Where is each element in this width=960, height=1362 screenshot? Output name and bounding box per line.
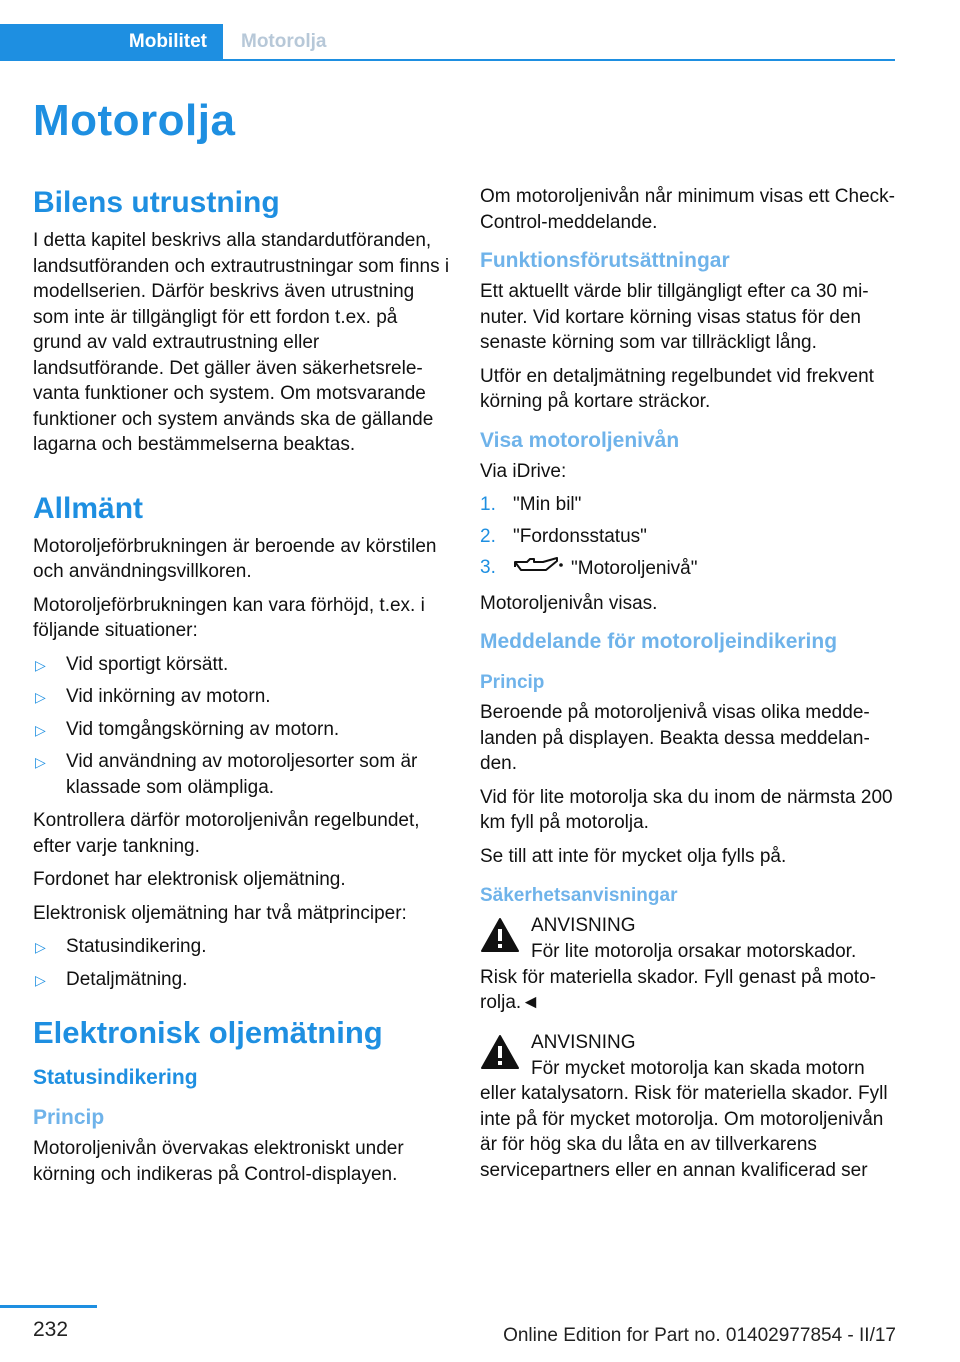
paragraph-message-3: Se till att inte för mycket olja fylls på. [480, 845, 787, 867]
paragraph-requirements-2: Utför en detaljmätning regelbundet vid frekvent körning på kortare sträckor. [480, 365, 874, 412]
tab-mobilitet[interactable]: Mobilitet [0, 24, 223, 60]
triangle-right-icon: ▷ [35, 971, 46, 988]
footer-edition: Online Edition for Part no. 01402977854 - II/17 [503, 1325, 896, 1346]
triangle-right-icon: ▷ [35, 721, 46, 738]
heading-principle: Princip [33, 1106, 105, 1129]
footer-divider [0, 1305, 97, 1308]
triangle-right-icon: ▷ [35, 689, 46, 705]
paragraph-message-1: Beroende på motoroljenivå visas olika meddelanden på displayen. Beakta dessa meddelanden. [480, 702, 870, 774]
steps-list [480, 492, 898, 583]
list-item: ▷ Detaljmätning. [33, 967, 451, 993]
list-item: ▷ Vid användning av motoroljesorter som är klassade som olämpliga. [35, 751, 418, 798]
heading-requirements: Funktionsförutsättningar [480, 249, 730, 272]
header-bar [0, 24, 895, 62]
heading-principle-right: Princip [480, 672, 545, 693]
paragraph-general-2: Motoroljeförbrukningen kan vara förhöjd, t.ex. i följande situationer: [33, 594, 425, 641]
paragraph-via: Via iDrive: [480, 460, 567, 482]
paragraph-vehicle: Fordonet har elektronisk oljemätning. [33, 869, 346, 890]
page-number: 232 [33, 1318, 69, 1341]
paragraph-principle: Motoroljenivån övervakas elektroniskt under körning och indikeras på Control-displayen. [33, 1138, 404, 1185]
heading-equipment: Bilens utrustning [33, 186, 280, 219]
warning-title: ANVISNING [531, 915, 636, 936]
paragraph-general-1: Motoroljeförbrukningen är beroende av körstilen och användningsvillkoren. [33, 535, 437, 582]
tab-motorolja[interactable]: Motorolja [241, 31, 327, 52]
list-principles [33, 934, 451, 992]
list-item: ▷ Vid tomgångskörning av motorn. [33, 717, 451, 743]
warning-text: För mycket motorolja kan skada motorn eller katalysatorn. Risk för materiella skador. Fyll inte på för mycket motorolja. Om motoroljenivån är för hög ska du låta en av tillverkarens servicepartners eller en annan kvalificerad ser [480, 1057, 888, 1181]
left-column [33, 184, 451, 1195]
list-item: ▷ Vid inkörning av motorn. [33, 684, 451, 710]
heading-show-level: Visa motoroljenivån [480, 428, 680, 452]
paragraph-equipment: I detta kapitel beskrivs alla standardutföranden, landsutföranden och extrautrustningar som finns i modellserien. Därför beskrivs även utrustning som inte är tillgängligt för ett fordon t.ex. på grund av vald extrautrustning eller landsutförande. Det gäller även säkerhetsrelevanta funktioner och system. Om motsvarande funktioner och system används ska de gällande lagarna och bestämmelserna beaktas. [33, 230, 450, 455]
warning-block-2 [480, 1030, 898, 1184]
warning-triangle-icon [480, 917, 520, 953]
warning-triangle-icon [480, 1034, 520, 1070]
heading-electronic: Elektronisk oljemätning [33, 1015, 383, 1050]
triangle-right-icon: ▷ [35, 754, 46, 770]
warning-block-1 [480, 913, 898, 1016]
right-column [480, 184, 898, 1193]
heading-status: Statusindikering [33, 1066, 198, 1089]
paragraph-shown: Motoroljenivån visas. [480, 592, 658, 614]
page-title: Motorolja [33, 96, 236, 145]
list-item: 3. "Motoroljenivå" [480, 555, 898, 583]
triangle-right-icon: ▷ [35, 656, 46, 673]
warning-title: ANVISNING [531, 1031, 636, 1053]
list-item: ▷ Statusindikering. [33, 934, 451, 960]
heading-safety: Säkerhetsanvisningar [480, 885, 678, 906]
oil-can-icon [513, 555, 565, 583]
list-situations [33, 652, 451, 801]
paragraph-check: Kontrollera därför motoroljenivån regelbundet, efter varje tankning. [33, 810, 420, 857]
heading-general: Allmänt [33, 491, 144, 525]
header-divider [0, 59, 895, 61]
paragraph-requirements-1: Ett aktuellt värde blir tillgängligt efter ca 30 minuter. Vid kortare körning visas status för den senaste körning som var tillräckligt lång. [480, 281, 869, 353]
warning-text: För lite motorolja orsakar motorskador. Risk för materiella skador. Fyll genast på motorolja.◄ [480, 941, 876, 1013]
paragraph-principles: Elektronisk oljemätning har två mätprinciper: [33, 902, 407, 924]
triangle-right-icon: ▷ [35, 939, 46, 955]
paragraph-minimum: Om motoroljenivån når minimum visas ett Check-Control-meddelande. [480, 186, 895, 233]
heading-message: Meddelande för motoroljeindikering [480, 630, 838, 653]
list-item: 2. "Fordonsstatus" [480, 525, 647, 547]
paragraph-message-2: Vid för lite motorolja ska du inom de närmsta 200 km fyll på motorolja. [480, 786, 893, 833]
list-item: 1. "Min bil" [480, 494, 582, 515]
list-item: ▷ Vid sportigt körsätt. [33, 652, 451, 678]
